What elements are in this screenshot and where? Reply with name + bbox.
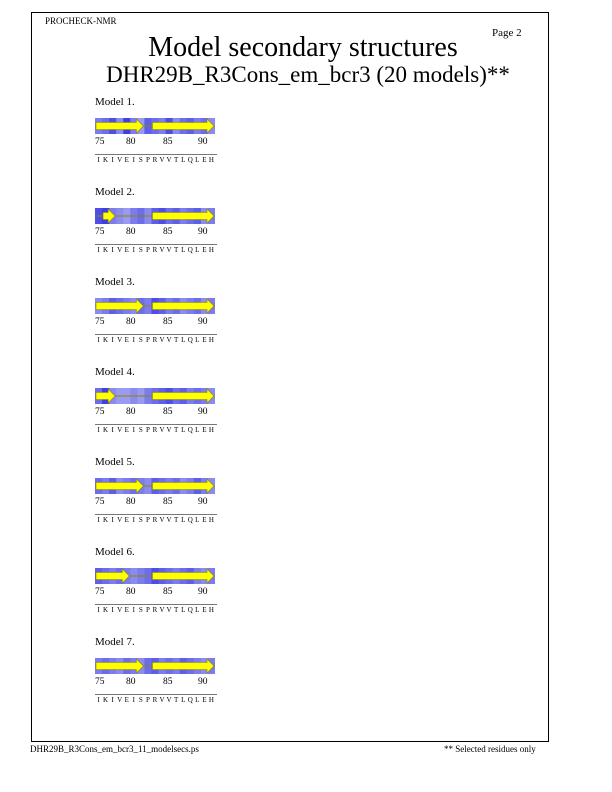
sequence-row xyxy=(95,334,217,346)
residue-letter: Q xyxy=(187,426,193,434)
model-panel xyxy=(93,636,223,736)
sequence-row xyxy=(95,604,217,616)
residue-letter: H xyxy=(208,336,214,344)
residue-letter: T xyxy=(174,336,179,344)
residue-letter: Q xyxy=(187,246,193,254)
residue-letter: I xyxy=(132,246,135,254)
residue-letter: E xyxy=(202,516,207,524)
residue-letter: I xyxy=(111,336,114,344)
residue-letter: E xyxy=(124,606,129,614)
residue-letter: E xyxy=(202,156,207,164)
secondary-structure-strip xyxy=(95,568,215,584)
axis-tick-label: 85 xyxy=(163,497,173,507)
axis-tick-label: 80 xyxy=(126,227,136,237)
residue-letter: I xyxy=(111,516,114,524)
axis-tick-label: 75 xyxy=(95,677,105,687)
residue-letter: K xyxy=(103,156,109,164)
residue-letter: T xyxy=(174,156,179,164)
residue-axis xyxy=(93,497,223,509)
axis-tick-label: 90 xyxy=(198,677,208,687)
residue-letter: V xyxy=(159,246,165,254)
axis-tick-label: 90 xyxy=(198,317,208,327)
residue-letter: E xyxy=(202,426,207,434)
model-panel xyxy=(93,96,223,196)
residue-letter: I xyxy=(111,246,114,254)
sequence-row xyxy=(95,694,217,706)
residue-letter: E xyxy=(124,156,129,164)
sequence-row xyxy=(95,514,217,526)
model-label: Model 3. xyxy=(95,276,135,288)
residue-letter: R xyxy=(152,336,158,344)
axis-tick-label: 90 xyxy=(198,407,208,417)
residue-letter: V xyxy=(166,516,172,524)
residue-letter: V xyxy=(117,516,123,524)
residue-letter: L xyxy=(195,426,200,434)
residue-letter: V xyxy=(117,246,123,254)
footer-note: ** Selected residues only xyxy=(444,744,536,754)
model-panel xyxy=(93,186,223,286)
residue-letter: I xyxy=(111,156,114,164)
residue-letter: V xyxy=(166,156,172,164)
residue-letter: K xyxy=(103,426,109,434)
sequence-row xyxy=(95,244,217,256)
residue-letter: V xyxy=(159,156,165,164)
residue-letter: P xyxy=(145,426,150,434)
axis-tick-label: 75 xyxy=(95,227,105,237)
residue-letter: P xyxy=(145,696,150,704)
axis-tick-label: 85 xyxy=(163,407,173,417)
residue-axis xyxy=(93,587,223,599)
residue-letter: V xyxy=(117,156,123,164)
residue-letter: I xyxy=(97,246,100,254)
residue-letter: R xyxy=(152,516,158,524)
residue-letter: H xyxy=(208,516,214,524)
residue-letter: S xyxy=(138,516,143,524)
residue-letter: R xyxy=(152,606,158,614)
residue-letter: P xyxy=(145,516,150,524)
residue-letter: E xyxy=(202,336,207,344)
model-label: Model 2. xyxy=(95,186,135,198)
residue-letter: V xyxy=(166,426,172,434)
residue-letter: L xyxy=(195,606,200,614)
residue-letter: L xyxy=(195,696,200,704)
residue-letter: S xyxy=(138,156,143,164)
residue-letter: I xyxy=(132,696,135,704)
residue-letter: S xyxy=(138,606,143,614)
axis-tick-label: 90 xyxy=(198,137,208,147)
residue-letter: L xyxy=(181,516,186,524)
residue-axis xyxy=(93,137,223,149)
residue-letter: I xyxy=(132,336,135,344)
residue-letter: I xyxy=(97,696,100,704)
residue-letter: P xyxy=(145,336,150,344)
residue-letter: E xyxy=(124,246,129,254)
axis-tick-label: 90 xyxy=(198,497,208,507)
page-subtitle: DHR29B_R3Cons_em_bcr3 (20 models)** xyxy=(106,62,510,87)
residue-letter: I xyxy=(97,336,100,344)
residue-letter: K xyxy=(103,516,109,524)
model-panel xyxy=(93,546,223,646)
residue-letter: V xyxy=(159,696,165,704)
residue-letter: H xyxy=(208,156,214,164)
residue-letter: Q xyxy=(187,606,193,614)
residue-letter: T xyxy=(174,246,179,254)
residue-letter: I xyxy=(132,156,135,164)
secondary-structure-strip xyxy=(95,208,215,224)
axis-tick-label: 85 xyxy=(163,227,173,237)
footer-filename: DHR29B_R3Cons_em_bcr3_11_modelsecs.ps xyxy=(30,744,199,754)
secondary-structure-strip xyxy=(95,388,215,404)
axis-tick-label: 80 xyxy=(126,677,136,687)
residue-letter: L xyxy=(195,516,200,524)
model-panel xyxy=(93,366,223,466)
residue-letter: L xyxy=(181,426,186,434)
residue-letter: K xyxy=(103,606,109,614)
residue-letter: K xyxy=(103,696,109,704)
sequence-row xyxy=(95,154,217,166)
residue-letter: E xyxy=(202,696,207,704)
axis-tick-label: 90 xyxy=(198,227,208,237)
residue-letter: L xyxy=(181,696,186,704)
residue-letter: H xyxy=(208,606,214,614)
residue-letter: I xyxy=(97,606,100,614)
residue-letter: T xyxy=(174,426,179,434)
residue-axis xyxy=(93,677,223,689)
secondary-structure-strip xyxy=(95,478,215,494)
residue-letter: R xyxy=(152,696,158,704)
residue-letter: S xyxy=(138,426,143,434)
residue-letter: V xyxy=(159,606,165,614)
axis-tick-label: 75 xyxy=(95,317,105,327)
model-label: Model 1. xyxy=(95,96,135,108)
residue-letter: I xyxy=(97,156,100,164)
residue-letter: I xyxy=(97,426,100,434)
page-title: Model secondary structures xyxy=(148,32,458,63)
residue-letter: K xyxy=(103,336,109,344)
residue-letter: I xyxy=(111,426,114,434)
residue-letter: P xyxy=(145,246,150,254)
residue-letter: V xyxy=(117,696,123,704)
residue-letter: V xyxy=(159,516,165,524)
residue-letter: I xyxy=(111,606,114,614)
axis-tick-label: 75 xyxy=(95,587,105,597)
residue-letter: L xyxy=(181,336,186,344)
residue-letter: Q xyxy=(187,156,193,164)
residue-letter: L xyxy=(195,336,200,344)
axis-tick-label: 80 xyxy=(126,587,136,597)
residue-letter: Q xyxy=(187,516,193,524)
residue-letter: R xyxy=(152,426,158,434)
secondary-structure-strip xyxy=(95,118,215,134)
residue-letter: H xyxy=(208,426,214,434)
model-label: Model 4. xyxy=(95,366,135,378)
axis-tick-label: 75 xyxy=(95,497,105,507)
residue-letter: E xyxy=(202,246,207,254)
residue-letter: E xyxy=(124,336,129,344)
axis-tick-label: 80 xyxy=(126,137,136,147)
residue-letter: I xyxy=(97,516,100,524)
axis-tick-label: 85 xyxy=(163,137,173,147)
model-label: Model 6. xyxy=(95,546,135,558)
residue-letter: V xyxy=(117,426,123,434)
residue-letter: V xyxy=(159,336,165,344)
axis-tick-label: 80 xyxy=(126,497,136,507)
axis-tick-label: 85 xyxy=(163,677,173,687)
residue-letter: E xyxy=(124,426,129,434)
residue-letter: V xyxy=(117,336,123,344)
residue-letter: V xyxy=(159,426,165,434)
residue-letter: S xyxy=(138,336,143,344)
residue-letter: P xyxy=(145,606,150,614)
residue-letter: T xyxy=(174,696,179,704)
residue-letter: L xyxy=(181,606,186,614)
residue-letter: I xyxy=(111,696,114,704)
residue-letter: T xyxy=(174,606,179,614)
sequence-row xyxy=(95,424,217,436)
program-name: PROCHECK-NMR xyxy=(45,16,117,26)
residue-letter: H xyxy=(208,696,214,704)
residue-letter: E xyxy=(124,696,129,704)
residue-letter: S xyxy=(138,246,143,254)
axis-tick-label: 85 xyxy=(163,587,173,597)
residue-letter: I xyxy=(132,516,135,524)
residue-letter: V xyxy=(166,246,172,254)
residue-letter: L xyxy=(195,246,200,254)
page-number: Page 2 xyxy=(492,27,522,39)
residue-letter: V xyxy=(117,606,123,614)
residue-axis xyxy=(93,407,223,419)
residue-letter: T xyxy=(174,516,179,524)
axis-tick-label: 85 xyxy=(163,317,173,327)
residue-letter: V xyxy=(166,336,172,344)
residue-axis xyxy=(93,227,223,239)
residue-axis xyxy=(93,317,223,329)
axis-tick-label: 75 xyxy=(95,137,105,147)
residue-letter: Q xyxy=(187,696,193,704)
residue-letter: K xyxy=(103,246,109,254)
residue-letter: S xyxy=(138,696,143,704)
model-label: Model 7. xyxy=(95,636,135,648)
residue-letter: H xyxy=(208,246,214,254)
secondary-structure-strip xyxy=(95,298,215,314)
axis-tick-label: 80 xyxy=(126,317,136,327)
residue-letter: Q xyxy=(187,336,193,344)
residue-letter: V xyxy=(166,696,172,704)
axis-tick-label: 80 xyxy=(126,407,136,417)
residue-letter: P xyxy=(145,156,150,164)
residue-letter: I xyxy=(132,606,135,614)
residue-letter: R xyxy=(152,246,158,254)
residue-letter: L xyxy=(181,156,186,164)
axis-tick-label: 75 xyxy=(95,407,105,417)
axis-tick-label: 90 xyxy=(198,587,208,597)
residue-letter: V xyxy=(166,606,172,614)
residue-letter: E xyxy=(202,606,207,614)
residue-letter: E xyxy=(124,516,129,524)
model-panel xyxy=(93,276,223,376)
model-label: Model 5. xyxy=(95,456,135,468)
residue-letter: R xyxy=(152,156,158,164)
secondary-structure-strip xyxy=(95,658,215,674)
model-panel xyxy=(93,456,223,556)
residue-letter: L xyxy=(181,246,186,254)
residue-letter: L xyxy=(195,156,200,164)
residue-letter: I xyxy=(132,426,135,434)
